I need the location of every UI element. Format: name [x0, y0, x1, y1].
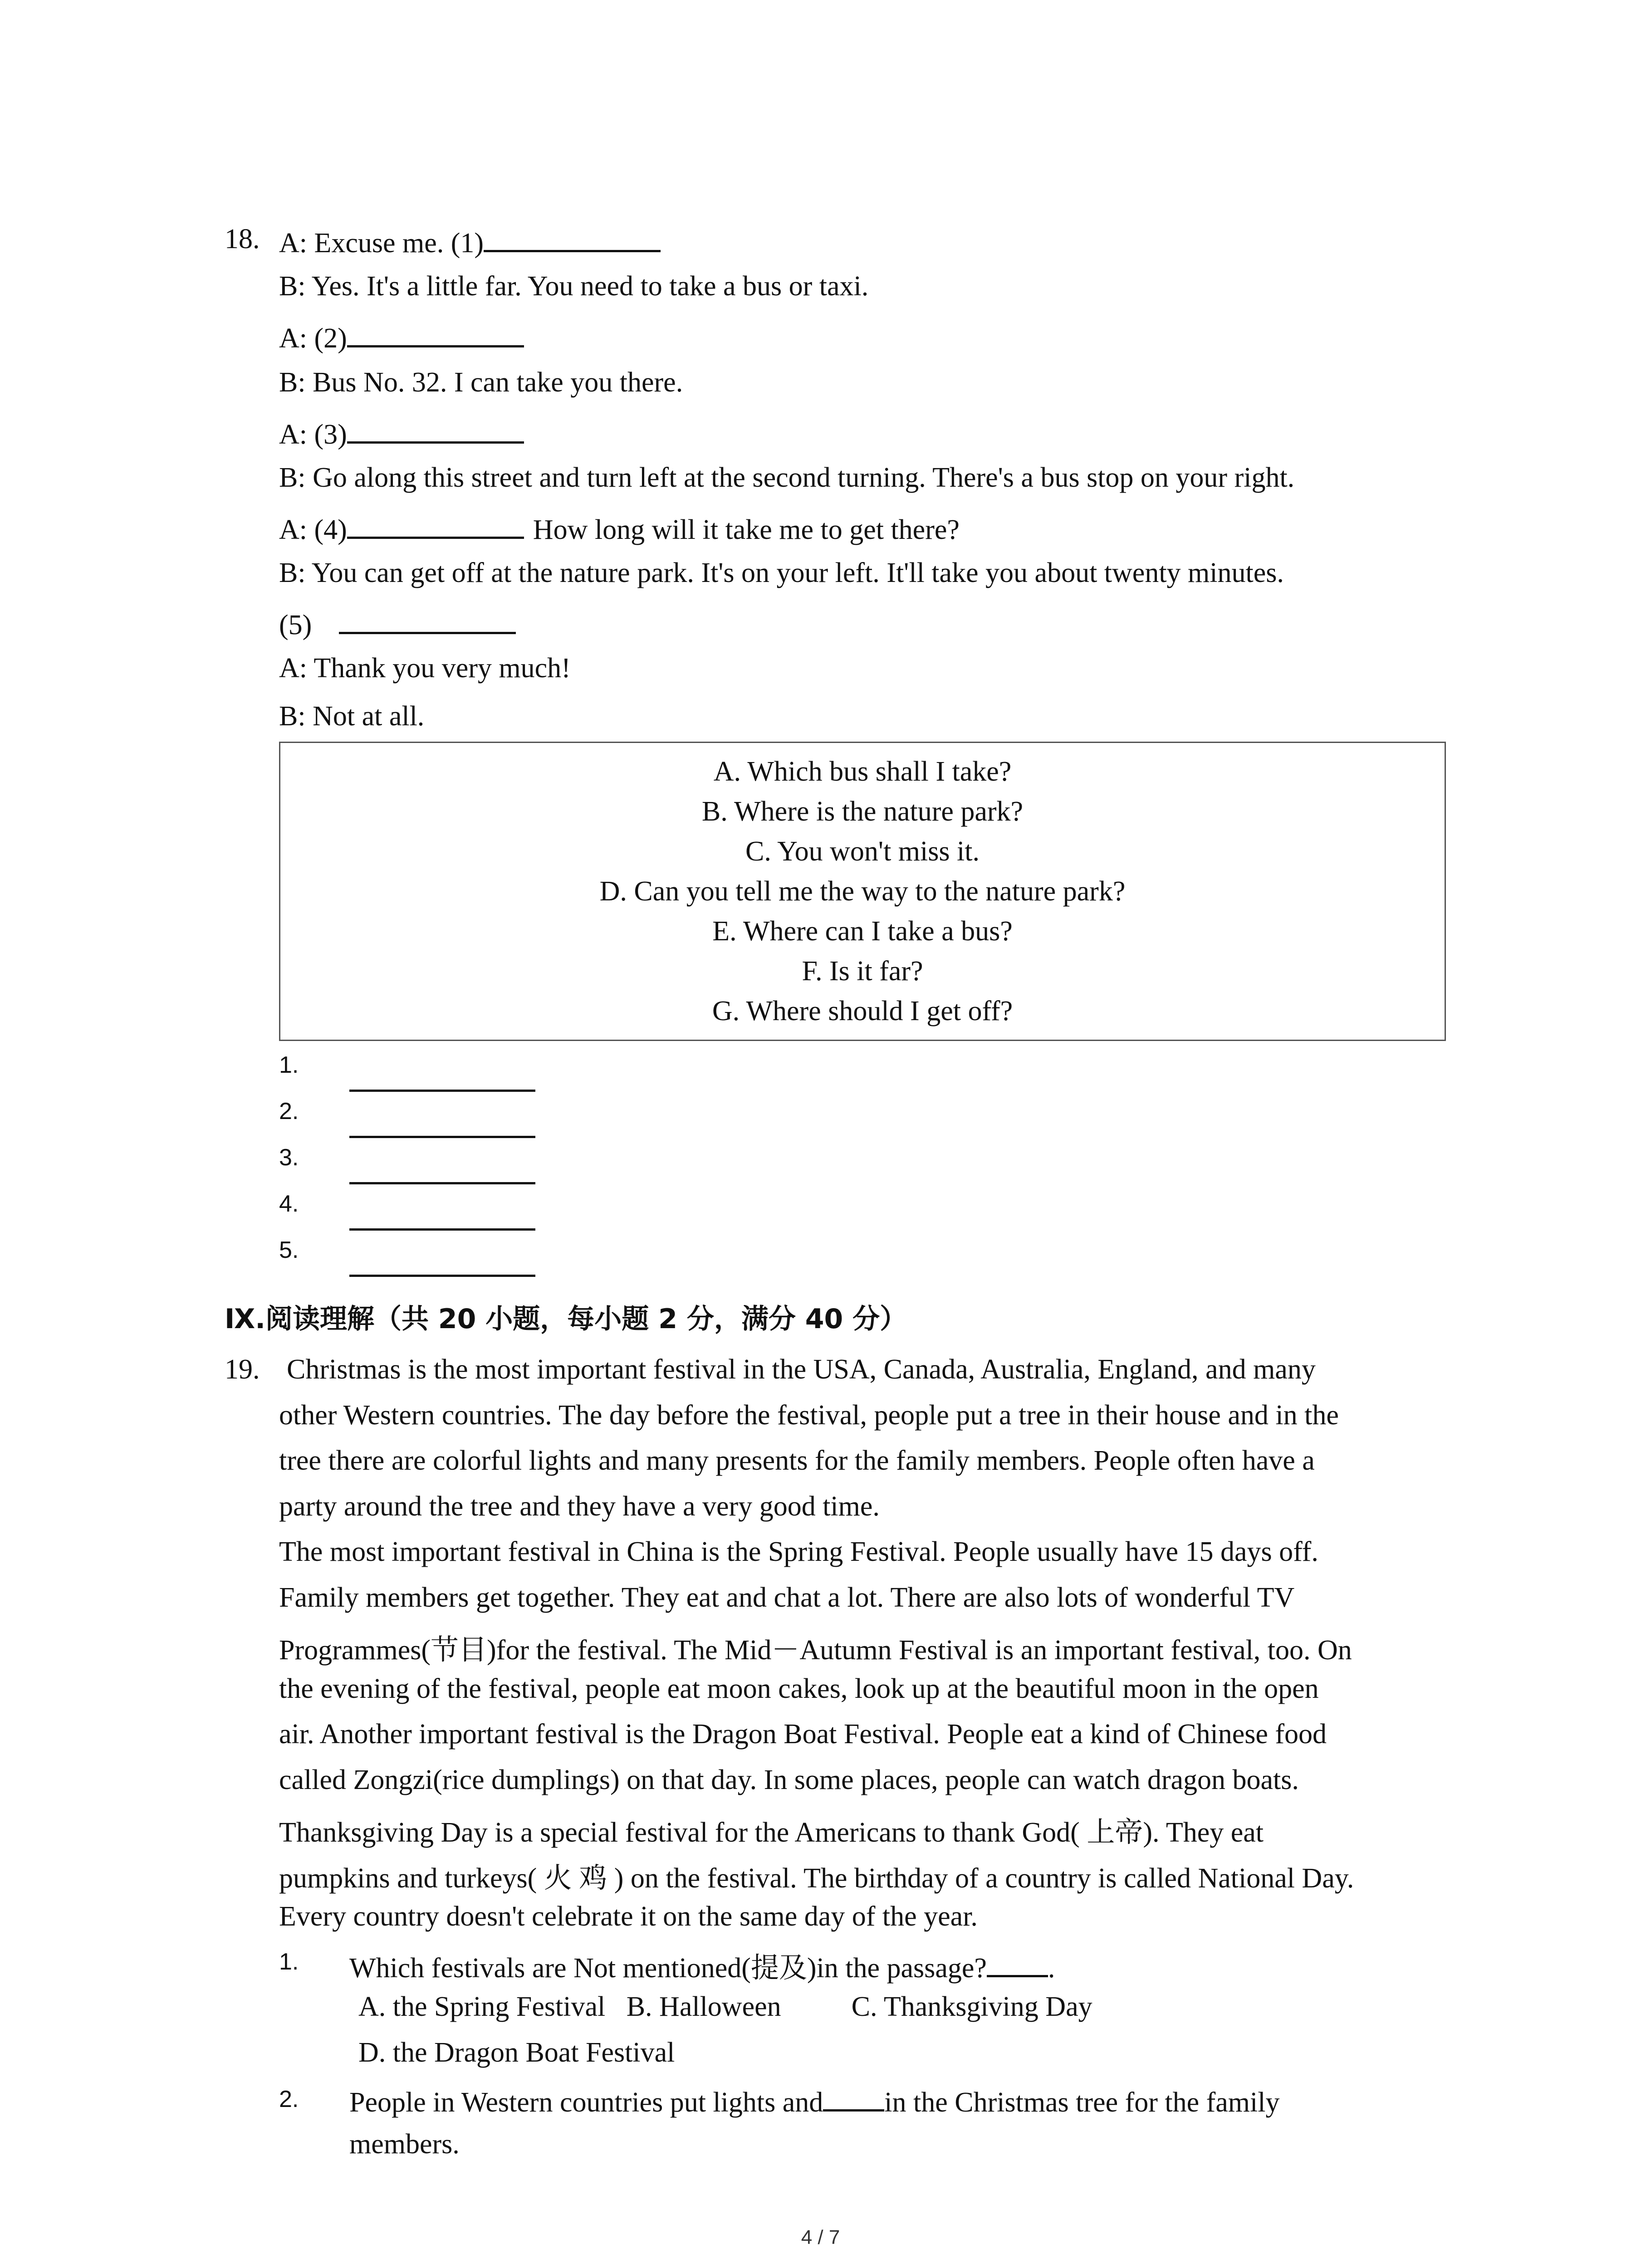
answer-blank-5[interactable] [349, 1275, 535, 1277]
q19-passage-line: Programmes(节目)for the festival. The Mid－Autumn Festival is an important festival, too. On [279, 1635, 1352, 1666]
q19-sub2-number: 2. [279, 2086, 299, 2112]
q19-sub2-question [349, 2082, 1279, 2119]
q18-dialogue-line [279, 462, 1294, 494]
q18-dialogue-line [279, 270, 868, 303]
q18-dialogue-text: A: Thank you very much! [279, 653, 571, 684]
q19-passage-line: Christmas is the most important festival in the USA, Canada, Australia, England, and many [287, 1354, 1316, 1385]
q18-option-d: D. Can you tell me the way to the nature park? [599, 876, 1126, 907]
q19-sub2-blank[interactable] [823, 2082, 884, 2112]
q18-dialogue-line [279, 223, 661, 259]
q18-option-g: G. Where should I get off? [712, 996, 1013, 1026]
answer-blank-2[interactable] [349, 1136, 535, 1138]
answer-number-3: 3. [279, 1144, 299, 1171]
q19-passage-line: air. Another important festival is the Dragon Boat Festival. People eat a kind of Chinese food [279, 1719, 1327, 1750]
q19-passage-line: tree there are colorful lights and many presents for the family members. People often have a [279, 1445, 1315, 1476]
q18-dialogue-line [279, 700, 424, 733]
answer-blank-4[interactable] [349, 1228, 535, 1231]
q19-passage-line: the evening of the festival, people eat moon cakes, look up at the beautiful moon in the open [279, 1673, 1319, 1704]
q18-dialogue-text: B: Bus No. 32. I can take you there. [279, 367, 683, 398]
q18-dialogue-line [279, 605, 516, 641]
q18-dialogue-text: (5) [279, 609, 312, 640]
q19-sub2-question-rest: in the Christmas tree for the family [884, 2087, 1280, 2118]
q19-sub2-question-text: People in Western countries put lights and [349, 2087, 823, 2118]
q18-option-c: C. You won't miss it. [745, 836, 980, 867]
answer-blank-3[interactable] [349, 1182, 535, 1184]
q18-dialogue-line [279, 367, 683, 399]
q19-passage-line: Every country doesn't celebrate it on the same day of the year. [279, 1901, 978, 1932]
answer-blank-1[interactable] [349, 1090, 535, 1092]
q18-answer-blank[interactable] [347, 318, 524, 347]
answer-number-5: 5. [279, 1237, 299, 1263]
q19-sub1-question-end: . [1048, 1953, 1055, 1984]
q19-passage-line: pumpkins and turkeys( 火 鸡 ) on the festival. The birthday of a country is called National Day. [279, 1862, 1354, 1894]
q19-passage-line: Family members get together. They eat and chat a lot. There are also lots of wonderful TV [279, 1582, 1295, 1613]
q19-sub1-options-line1: A. the Spring Festival B. Halloween C. Thanksgiving Day [358, 1991, 1092, 2022]
q19-sub1-options-line2: D. the Dragon Boat Festival [358, 2037, 675, 2068]
q18-option-f: F. Is it far? [802, 956, 923, 987]
q18-number: 18. [225, 224, 260, 254]
q18-option-a: A. Which bus shall I take? [713, 756, 1012, 787]
q19-passage-line: party around the tree and they have a very good time. [279, 1491, 880, 1522]
q19-sub1-number: 1. [279, 1949, 299, 1975]
q19-number: 19. [225, 1354, 260, 1385]
q18-dialogue-line [279, 318, 524, 355]
q19-sub1-question-text: Which festivals are Not mentioned(提及)in the passage? [349, 1953, 987, 1984]
page-number: 4 / 7 [801, 2226, 840, 2248]
q18-option-b: B. Where is the nature park? [701, 796, 1024, 827]
q18-options-box [279, 742, 1446, 1041]
q18-option-e: E. Where can I take a bus? [712, 916, 1013, 947]
q19-passage-line: Thanksgiving Day is a special festival for the Americans to thank God( 上帝). They eat [279, 1817, 1264, 1848]
q19-passage-line: other Western countries. The day before the festival, people put a tree in their house and in the [279, 1399, 1339, 1431]
q18-dialogue-text: B: Not at all. [279, 701, 425, 732]
q18-dialogue-line [279, 652, 571, 684]
q18-dialogue-text-after: How long will it take me to get there? [533, 514, 960, 545]
q18-dialogue-text: B: Yes. It's a little far. You need to take a bus or taxi. [279, 271, 869, 302]
section-heading: Ⅸ.阅读理解（共 20 小题，每小题 2 分，满分 40 分） [225, 1303, 907, 1335]
q18-answer-blank[interactable] [484, 223, 661, 252]
q18-dialogue-line [279, 415, 524, 451]
q18-dialogue-text: A: (3) [279, 419, 347, 450]
answer-number-2: 2. [279, 1098, 299, 1124]
answer-number-4: 4. [279, 1191, 299, 1217]
q18-dialogue-text: A: (4) [279, 514, 347, 545]
q18-dialogue-text: B: You can get off at the nature park. It's on your left. It'll take you about twenty minutes. [279, 557, 1284, 588]
q18-answer-blank[interactable] [347, 510, 524, 539]
q19-sub2-question-line2: members. [349, 2129, 460, 2160]
q19-passage-line: The most important festival in China is the Spring Festival. People usually have 15 days off. [279, 1536, 1318, 1567]
q19-sub1-blank[interactable] [987, 1948, 1048, 1977]
q18-dialogue-line [279, 510, 960, 546]
q18-answer-blank[interactable] [339, 605, 516, 634]
q19-passage-line: called Zongzi(rice dumplings) on that day. In some places, people can watch dragon boats. [279, 1764, 1299, 1795]
q19-sub1-question [349, 1945, 1055, 1985]
q18-dialogue-text: B: Go along this street and turn left at the second turning. There's a bus stop on your right. [279, 462, 1295, 493]
answer-number-1: 1. [279, 1052, 299, 1078]
q18-dialogue-text: A: (2) [279, 323, 347, 354]
q18-answer-blank[interactable] [347, 415, 524, 444]
q18-dialogue-line [279, 557, 1284, 589]
q18-dialogue-text: A: Excuse me. (1) [279, 227, 484, 259]
